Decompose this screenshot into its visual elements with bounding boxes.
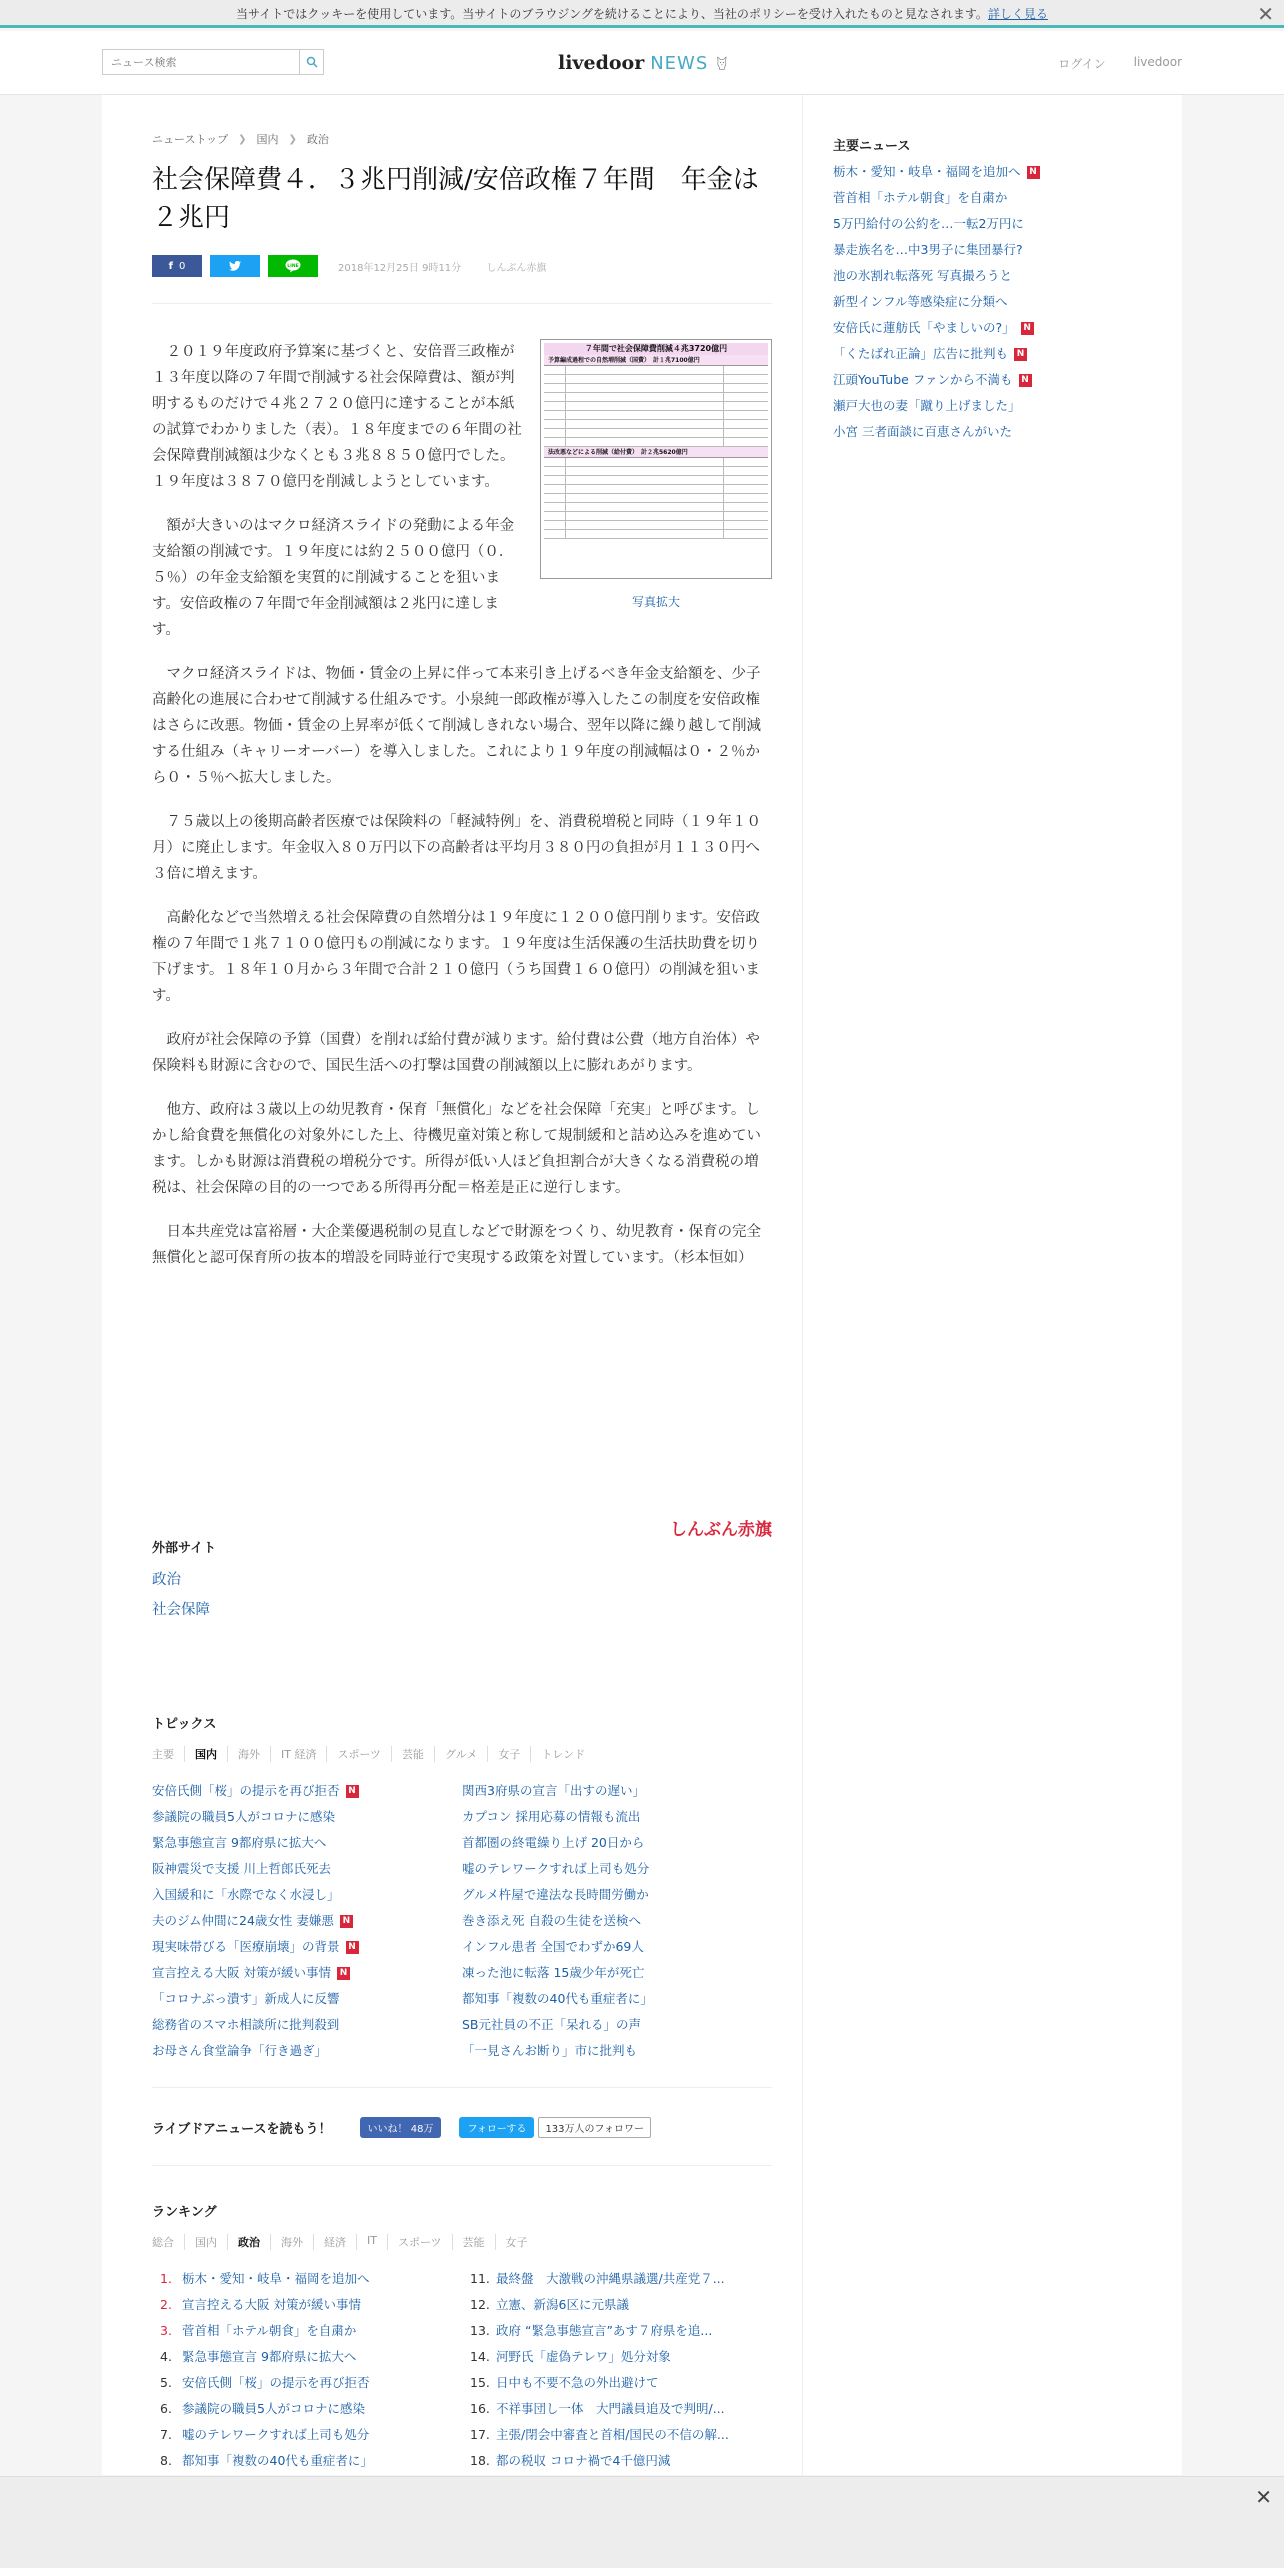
sidebar-news-link-text: 瀬戸大也の妻「蹴り上げました」 (833, 398, 1021, 413)
article-body (152, 339, 772, 1289)
sidebar-news-link-text: 「くたばれ正論」広告に批判も (833, 346, 1009, 361)
ranking-item (152, 2448, 452, 2474)
ranking-link[interactable]: 栃木・愛知・岐阜・福岡を追加へ (182, 2271, 370, 2286)
article-paragraph: 政府が社会保障の予算（国費）を削れば給付費が減ります。給付費は公費（地方自治体）や保険料も財源に含むので、国民生活への打撃は国費の削減額以上に膨れあがります。 (152, 1032, 760, 1074)
twitter-bird-icon (229, 261, 241, 271)
sidebar-news-link[interactable] (833, 237, 1123, 263)
topics-tab[interactable]: グルメ (434, 1746, 487, 1762)
divider (152, 303, 772, 304)
topic-link-text: 現実味帯びる「医療崩壊」の背景 (152, 1939, 340, 1954)
facebook-share-count: 0 (178, 260, 186, 272)
breadcrumb-politics[interactable]: 政治 (306, 133, 329, 146)
article-source: しんぶん赤旗 (486, 262, 547, 274)
ranking-item (462, 2292, 762, 2318)
topic-link[interactable] (152, 1960, 462, 1986)
follow-section (152, 2117, 651, 2138)
search-input[interactable] (103, 50, 297, 74)
ranking-item (152, 2396, 452, 2422)
topic-link-text: 参議院の職員5人がコロナに感染 (152, 1809, 335, 1824)
topic-link-text: 首都圏の終電繰り上げ 20日から (462, 1835, 645, 1850)
topic-link[interactable] (462, 1882, 772, 1908)
ranking-link[interactable]: 政府 “緊急事態宣言”あす７府県を追... (496, 2323, 713, 2338)
ranking-tab[interactable]: 女子 (495, 2234, 538, 2250)
topic-link[interactable] (462, 2038, 772, 2064)
sidebar-news-list (833, 159, 1123, 445)
divider (152, 2087, 772, 2088)
ranking-tabs (152, 2234, 772, 2250)
ranking-number: 7. (160, 2427, 172, 2442)
ranking-link[interactable]: 日中も不要不急の外出避けて (496, 2375, 659, 2390)
ranking-number: 3. (160, 2323, 172, 2338)
ranking-number: 15. (470, 2375, 490, 2390)
sidebar-news-link-text: 小宮 三者面談に百恵さんがいた (833, 424, 1012, 439)
ranking-number: 2. (160, 2297, 172, 2312)
ranking-title: ランキング (152, 2205, 217, 2220)
topics-list (152, 1778, 772, 2064)
new-badge: N (1027, 166, 1040, 179)
breadcrumb-news-top[interactable]: ニューストップ (152, 133, 229, 146)
topics-title: トピックス (152, 1717, 217, 1732)
new-badge: N (1019, 374, 1032, 387)
topic-link-text: SB元社員の不正「呆れる」の声 (462, 2017, 642, 2032)
ranking-item (462, 2318, 762, 2344)
line-icon (285, 259, 301, 273)
ranking-item (462, 2370, 762, 2396)
topic-link[interactable] (462, 1960, 772, 1986)
photo-table-subhead-2: 法改悪などによる削減（給付費） 計２兆5620億円 (544, 447, 768, 458)
follow-label: ライブドアニュースを読もう！ (152, 2122, 332, 2137)
divider (152, 2165, 772, 2166)
topic-link-text: 都知事「複数の40代も重症者に」 (462, 1991, 653, 2006)
article-paragraph: ２０１９年度政府予算案に基づくと、安倍晋三政権が１３年度以降の７年間で削減する社会保障費は、額が判明するものだけで４兆２７２０億円に達することが本紙の試算でわかりました（表）。１８年度までの６年間の社会保障費削減額は少なくとも３兆８８５０億円でした。１９年度は３８７０億円を削減しようとしています。 (152, 344, 522, 490)
chevron-right-icon: ❯ (288, 133, 297, 145)
topics-section (152, 1713, 772, 2064)
topics-tab[interactable]: 女子 (487, 1746, 530, 1762)
topic-link[interactable] (152, 1882, 462, 1908)
new-badge: N (1014, 348, 1027, 361)
topic-link-text: 嘘のテレワークすれば上司も処分 (462, 1861, 650, 1876)
ranking-link[interactable]: 都知事「複数の40代も重症者に」 (182, 2453, 373, 2468)
topic-link[interactable] (152, 1830, 462, 1856)
topic-link-text: インフル患者 全国でわずか69人 (462, 1939, 644, 1954)
livedoor-link[interactable]: livedoor (1133, 55, 1182, 69)
topic-link[interactable] (462, 1804, 772, 1830)
topic-link-text: 宣言控える大阪 対策が緩い事情 (152, 1965, 331, 1980)
topic-link-text: お母さん食堂論争「行き過ぎ」 (152, 2043, 328, 2058)
article-paragraph: 他方、政府は３歳以上の幼児教育・保育「無償化」などを社会保障「充実」と呼びます。しかし給食費を無償化の対象外にした上、待機児童対策と称して規制緩和と詰め込みを進めています。しかも財源は消費税の増税分です。所得が低い人ほど負担割合が大きくなる消費税の増税は、社会保障の目的の一つである所得再分配＝格差是正に逆行します。 (152, 1102, 761, 1196)
sidebar-news-link[interactable] (833, 211, 1123, 237)
topic-link[interactable] (152, 1908, 462, 1934)
close-icon[interactable]: ✕ (1255, 2485, 1272, 2509)
line-share-button[interactable] (268, 255, 318, 277)
topic-link[interactable] (462, 1934, 772, 1960)
topic-link-text: 「コロナぶっ潰す」新成人に反響 (152, 1991, 340, 2006)
topic-link[interactable] (152, 1856, 462, 1882)
ranking-tab[interactable]: スポーツ (387, 2234, 452, 2250)
ranking-section (152, 2201, 772, 2474)
ranking-list (152, 2266, 772, 2474)
ranking-link[interactable]: 嘘のテレワークすれば上司も処分 (182, 2427, 370, 2442)
breadcrumb-domestic[interactable]: 国内 (256, 133, 279, 146)
external-sites-title: 外部サイト (152, 1541, 217, 1556)
ranking-item (462, 2448, 762, 2474)
ranking-number: 1. (160, 2271, 172, 2286)
ranking-left-column (152, 2266, 462, 2474)
cookie-details-link[interactable]: 詳しく見る (987, 7, 1048, 21)
topics-tabs (152, 1746, 772, 1762)
ranking-tab[interactable]: IT (356, 2234, 387, 2250)
external-link-social-security[interactable]: 社会保障 (152, 1602, 210, 1618)
facebook-icon: f (168, 260, 173, 272)
ranking-link[interactable]: 主張/閉会中審査と首相/国民の不信の解... (496, 2427, 729, 2442)
topic-link-text: グルメ杵屋で違法な長時間労働か (462, 1887, 649, 1902)
topic-link[interactable] (462, 1778, 772, 1804)
topic-link-text: 夫のジム仲間に24歳女性 妻嫌悪 (152, 1913, 334, 1928)
sidebar-news-link-text: 安倍氏に蓮舫氏「やましいの?」 (833, 320, 1015, 335)
topics-tab[interactable]: トレンド (530, 1746, 595, 1762)
sidebar-news-link[interactable] (833, 289, 1123, 315)
site-logo[interactable] (558, 45, 728, 81)
header-links (1058, 55, 1182, 72)
new-badge: N (340, 1915, 353, 1928)
article-date: 2018年12月25日 9時11分 (338, 262, 462, 274)
sidebar-news-link[interactable] (833, 367, 1123, 393)
topics-tab[interactable]: スポーツ (326, 1746, 391, 1762)
cookie-banner (0, 0, 1284, 28)
sidebar-news-link-text: 池の氷割れ転落死 写真撮ろうと (833, 268, 1012, 283)
ranking-link[interactable]: 緊急事態宣言 9都府県に拡大へ (182, 2349, 357, 2364)
topic-link-text: 阪神震災で支援 川上哲郎氏死去 (152, 1861, 331, 1876)
ranking-number: 4. (160, 2349, 172, 2364)
topics-left-column (152, 1778, 462, 2064)
article-photo-table[interactable] (540, 339, 772, 579)
ranking-item (152, 2422, 452, 2448)
ranking-link[interactable]: 安倍氏側「桜」の提示を再び拒否 (182, 2375, 370, 2390)
ranking-number: 16. (470, 2401, 490, 2416)
topic-link[interactable] (152, 1804, 462, 1830)
ranking-link[interactable]: 参議院の職員5人がコロナに感染 (182, 2401, 365, 2416)
topic-link-text: 関西3府県の宣言「出すの遅い」 (462, 1783, 645, 1798)
sidebar-news-link-text: 5万円給付の公約を…一転2万円に (833, 216, 1024, 231)
breadcrumb (152, 131, 329, 147)
sidebar-news-link[interactable] (833, 341, 1123, 367)
cookie-close-icon[interactable]: ✕ (1257, 2, 1274, 26)
ranking-number: 5. (160, 2375, 172, 2390)
facebook-like-button[interactable]: いいね！ 48万 (360, 2117, 442, 2138)
search-box (102, 49, 324, 75)
twitter-share-button[interactable] (210, 255, 260, 277)
topic-link[interactable] (462, 2012, 772, 2038)
sidebar-news-link[interactable] (833, 315, 1123, 341)
sidebar-news-link[interactable] (833, 263, 1123, 289)
ranking-tab[interactable]: 海外 (270, 2234, 313, 2250)
ranking-item (462, 2266, 762, 2292)
topic-link-text: カプコン 採用応募の情報も流出 (462, 1809, 641, 1824)
sidebar-news-link-text: 新型インフル等感染症に分類へ (833, 294, 1008, 309)
article-photo-box (540, 339, 772, 615)
topic-link[interactable] (462, 1830, 772, 1856)
ranking-link[interactable]: 最終盤 大激戦の沖縄県議選/共産党７... (496, 2271, 725, 2286)
search-button[interactable] (299, 50, 323, 74)
ranking-number: 11. (470, 2271, 490, 2286)
topics-tab[interactable]: IT 経済 (270, 1746, 326, 1762)
ranking-item (152, 2292, 452, 2318)
ranking-item (462, 2344, 762, 2370)
new-badge: N (1021, 322, 1034, 335)
ranking-item (462, 2422, 762, 2448)
ranking-tab[interactable]: 経済 (313, 2234, 356, 2250)
article-paragraph: ７５歳以上の後期高齢者医療では保険料の「軽減特例」を、消費税増税と同時（１９年１０月）に廃止します。年金収入８０万円以下の高齢者は平均月３８０円の負担が月１１３０円へ３倍に増えます。 (152, 814, 761, 882)
ranking-number: 14. (470, 2349, 490, 2364)
topic-link[interactable] (152, 1934, 462, 1960)
ranking-number: 6. (160, 2401, 172, 2416)
twitter-follow-button[interactable]: フォローする (459, 2117, 534, 2138)
sidebar-news-link[interactable] (833, 185, 1123, 211)
ranking-number: 13. (470, 2323, 490, 2338)
photo-enlarge-link[interactable]: 写真拡大 (631, 595, 680, 609)
ranking-item (152, 2370, 452, 2396)
topics-tab[interactable]: 主要 (152, 1748, 174, 1761)
ranking-number: 12. (470, 2297, 490, 2312)
article-paragraph: 額が大きいのはマクロ経済スライドの発動による年金支給額の削減です。１９年度には約２５００億円（０．５％）の年金支給額を実質的に削減することを狙います。安倍政権の７年間で年金削減額は２兆円に達します。 (152, 518, 515, 638)
article-paragraph: 高齢化などで当然増える社会保障費の自然増分は１９年度に１２００億円削ります。安倍政権の７年間で１兆７１００億円もの削減になります。１９年度は生活保護の生活扶助費を切り下げます。１８年１０月から３年間で合計２１０億円（うち国費１６０億円）の削減を狙います。 (152, 910, 760, 1004)
ranking-right-column (462, 2266, 772, 2474)
ranking-link[interactable]: 立憲、新潟6区に元県議 (496, 2297, 629, 2312)
svg-text:LINE: LINE (287, 264, 299, 269)
ranking-item (152, 2344, 452, 2370)
topic-link[interactable] (152, 2012, 462, 2038)
external-sites-links (152, 1565, 210, 1625)
topics-tab[interactable]: 海外 (227, 1746, 270, 1762)
topic-link-text: 「一見さんお断り」市に批判も (462, 2043, 638, 2058)
ranking-item (462, 2396, 762, 2422)
article-title: 社会保障費４．３兆円削減/安倍政権７年間 年金は２兆円 (152, 165, 759, 233)
sidebar-news-link[interactable] (833, 419, 1123, 445)
ranking-link[interactable]: 都の税収 コロナ禍で4千億円減 (496, 2453, 671, 2468)
ranking-link[interactable]: 宣言控える大阪 対策が緩い事情 (182, 2297, 361, 2312)
sidebar-title: 主要ニュース (833, 139, 911, 154)
share-row (152, 255, 568, 277)
sidebar-news-link-text: 栃木・愛知・岐阜・福岡を追加へ (833, 164, 1021, 179)
logo-text: livedoor (558, 52, 645, 74)
source-logo[interactable]: しんぶん赤旗 (670, 1520, 772, 1540)
topic-link-text: 緊急事態宣言 9都府県に拡大へ (152, 1835, 327, 1850)
ranking-tab[interactable]: 芸能 (452, 2234, 495, 2250)
article-meta (338, 259, 568, 274)
logo-news: NEWS (650, 52, 709, 74)
topics-right-column (462, 1778, 772, 2064)
facebook-share-button[interactable] (152, 255, 202, 277)
topic-link[interactable] (152, 1778, 462, 1804)
chevron-right-icon: ❯ (238, 133, 247, 145)
new-badge: N (337, 1967, 350, 1980)
topic-link[interactable] (462, 1908, 772, 1934)
ranking-tab-active[interactable]: 政治 (227, 2234, 270, 2250)
topic-link[interactable] (462, 1986, 772, 2012)
ranking-item (152, 2318, 452, 2344)
topic-link-text: 入国緩和に「水際でなく水浸し」 (152, 1887, 340, 1902)
topic-link-text: 安倍氏側「桜」の提示を再び拒否 (152, 1783, 340, 1798)
bottom-ad-bar (0, 2476, 1284, 2568)
topic-link[interactable] (462, 1856, 772, 1882)
external-link-politics[interactable]: 政治 (152, 1572, 181, 1588)
photo-table-title: ７年間で社会保障費削減４兆3720億円 (544, 343, 768, 355)
site-header (0, 31, 1284, 95)
topic-link-text: 凍った池に転落 15歳少年が死亡 (462, 1965, 645, 1980)
ranking-link[interactable]: 不祥事団し一体 大門議員追及で判明/... (496, 2401, 725, 2416)
login-link[interactable]: ログイン (1058, 57, 1106, 71)
sidebar (802, 95, 1132, 2475)
cookie-text: 当サイトではクッキーを使用しています。当サイトのブラウジングを続けることにより、当社のポリシーを受け入れたものと見なされます。 (236, 7, 988, 21)
ranking-item (152, 2266, 452, 2292)
new-badge: N (346, 1785, 359, 1798)
sidebar-news-link[interactable] (833, 159, 1123, 185)
sidebar-news-link-text: 暴走族名を…中3男子に集団暴行? (833, 242, 1023, 257)
search-icon (306, 56, 318, 68)
topics-tab[interactable]: 芸能 (391, 1746, 434, 1762)
sidebar-news-link-text: 菅首相「ホテル朝食」を自粛か (833, 190, 1008, 205)
ranking-link[interactable]: 河野氏「虚偽テレワ」処分対象 (496, 2349, 671, 2364)
topic-link-text: 巻き添え死 自殺の生徒を送検へ (462, 1913, 641, 1928)
topic-link[interactable] (152, 2038, 462, 2064)
topics-tab-active[interactable]: 国内 (184, 1746, 227, 1762)
sidebar-news-link-text: 江頭YouTube ファンから不満も (833, 372, 1013, 387)
ranking-number: 18. (470, 2453, 490, 2468)
new-badge: N (346, 1941, 359, 1954)
article-paragraph: 日本共産党は富裕層・大企業優遇税制の見直しなどで財源をつくり、幼児教育・保育の完全無償化と認可保育所の抜本的増設を同時並行で実現する政策を対置しています。（杉本恒如） (152, 1224, 761, 1266)
cat-mascot-icon (716, 46, 728, 80)
photo-table-subhead-1: 予算編成過程での自然増削減（国費） 計１兆7100億円 (544, 355, 768, 366)
sidebar-news-link[interactable] (833, 393, 1123, 419)
ranking-tab[interactable]: 国内 (184, 2234, 227, 2250)
follower-count: 133万人のフォロワー (538, 2117, 651, 2138)
ranking-number: 17. (470, 2427, 490, 2442)
ranking-number: 8. (160, 2453, 172, 2468)
ranking-link[interactable]: 菅首相「ホテル朝食」を自粛か (182, 2323, 357, 2338)
article-paragraph: マクロ経済スライドは、物価・賃金の上昇に伴って本来引き上げるべき年金支給額を、少子高齢化の進展に合わせて削減する仕組みです。小泉純一郎政権が導入したこの制度を安倍政権はさらに改悪。物価・賃金の上昇率が低くて削減しきれない場合、翌年以降に繰り越して削減する仕組み（キャリーオーバー）を導入しました。これにより１９年度の削減幅は０・２％から０・５％へ拡大しました。 (152, 666, 761, 786)
ranking-tab[interactable]: 総合 (152, 2236, 174, 2249)
topic-link[interactable] (152, 1986, 462, 2012)
topic-link-text: 総務省のスマホ相談所に批判殺到 (152, 2017, 340, 2032)
page-container (102, 95, 1182, 2475)
